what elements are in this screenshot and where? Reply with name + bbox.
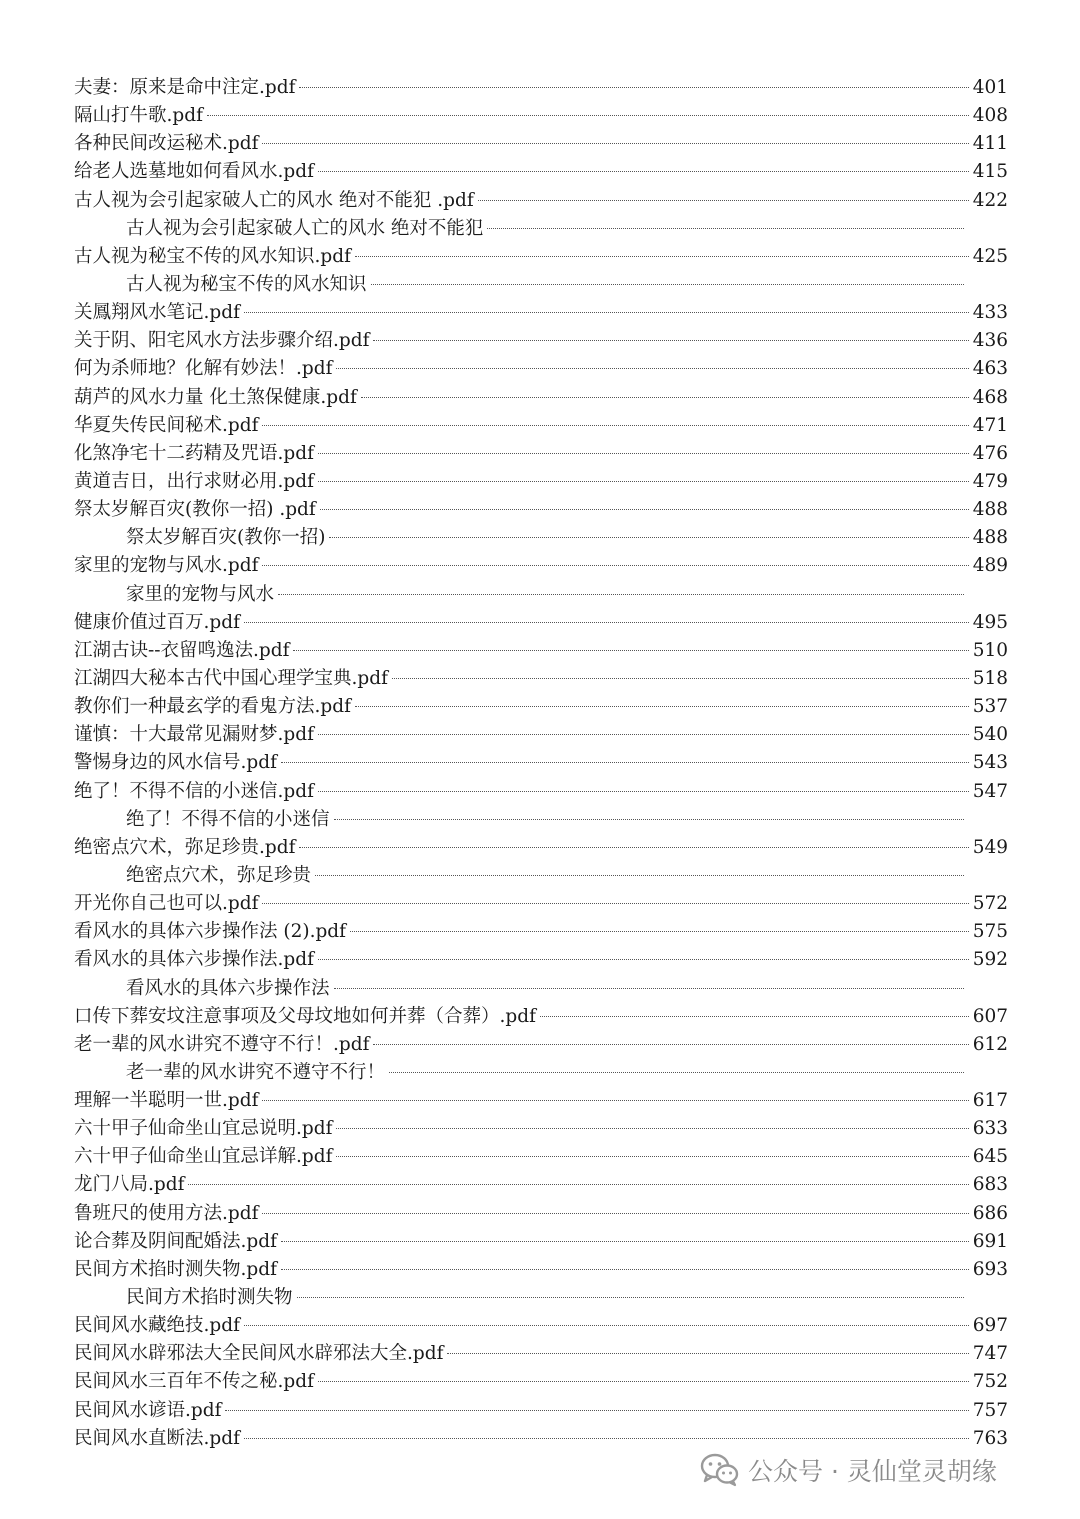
toc-subentry[interactable]	[74, 862, 1008, 890]
toc-page-number: 415	[972, 161, 1008, 183]
dot-leader	[334, 819, 964, 820]
toc-entry-title: 民间风水谚语.pdf	[74, 1399, 222, 1421]
toc-page-number: 757	[972, 1399, 1008, 1421]
dot-leader	[297, 1297, 964, 1298]
dot-leader	[336, 1156, 968, 1157]
dot-leader	[355, 256, 969, 257]
toc-entry[interactable]	[74, 468, 1008, 496]
toc-page-number: 495	[972, 611, 1008, 633]
dot-leader	[244, 312, 969, 313]
dot-leader	[315, 875, 964, 876]
toc-entry[interactable]	[74, 749, 1008, 777]
toc-entry-title: 各种民间改运秘术.pdf	[74, 133, 259, 155]
toc-entry-title: 古人视为会引起家破人亡的风水 绝对不能犯	[126, 217, 484, 239]
toc-entry[interactable]	[74, 74, 1008, 102]
toc-entry[interactable]	[74, 102, 1008, 130]
toc-entry[interactable]	[74, 1256, 1008, 1284]
toc-page-number: 479	[972, 470, 1008, 492]
dot-leader	[262, 425, 968, 426]
toc-entry[interactable]	[74, 1312, 1008, 1340]
toc-entry-title: 健康价值过百万.pdf	[74, 611, 240, 633]
dot-leader	[389, 1072, 964, 1073]
dot-leader	[318, 171, 969, 172]
toc-entry[interactable]	[74, 637, 1008, 665]
toc-page-number: 592	[972, 949, 1008, 971]
toc-entry-title: 华夏失传民间秘术.pdf	[74, 414, 259, 436]
toc-entry[interactable]	[74, 243, 1008, 271]
toc-entry-title: 葫芦的风水力量 化土煞保健康.pdf	[74, 386, 357, 408]
toc-entry[interactable]	[74, 609, 1008, 637]
toc-entry[interactable]	[74, 1200, 1008, 1228]
toc-page-number: 489	[972, 555, 1008, 577]
toc-page-number: 518	[972, 667, 1008, 689]
toc-subentry[interactable]	[74, 524, 1008, 552]
toc-entry[interactable]	[74, 1087, 1008, 1115]
dot-leader	[361, 397, 969, 398]
toc-page-number: 572	[972, 893, 1008, 915]
dot-leader	[487, 228, 964, 229]
toc-entry[interactable]	[74, 1425, 1008, 1453]
toc-entry-title: 理解一半聪明一世.pdf	[74, 1090, 259, 1112]
dot-leader	[371, 284, 964, 285]
toc-page-number: 488	[972, 527, 1008, 549]
toc-page-number: 537	[972, 696, 1008, 718]
toc-entry[interactable]	[74, 890, 1008, 918]
toc-page-number: 693	[972, 1258, 1008, 1280]
toc-page-number: 468	[972, 386, 1008, 408]
toc-entry-title: 隔山打牛歌.pdf	[74, 105, 203, 127]
toc-entry-title: 民间方术掐时测失物	[126, 1287, 293, 1309]
dot-leader	[318, 734, 969, 735]
toc-entry[interactable]	[74, 1115, 1008, 1143]
dot-leader	[334, 988, 964, 989]
toc-page-number: 575	[972, 921, 1008, 943]
toc-entry-title: 老一辈的风水讲究不遵守不行！	[126, 1061, 386, 1083]
toc-entry-title: 家里的宠物与风水	[126, 583, 275, 605]
toc-entry[interactable]	[74, 665, 1008, 693]
toc-entry-title: 关于阴、阳宅风水方法步骤介绍.pdf	[74, 330, 370, 352]
toc-entry[interactable]	[74, 187, 1008, 215]
toc-subentry[interactable]	[74, 215, 1008, 243]
toc-page-number: 425	[972, 245, 1008, 267]
toc-entry-title: 绝了！不得不信的小迷信.pdf	[74, 780, 314, 802]
toc-page-number: 543	[972, 752, 1008, 774]
toc-page-number: 697	[972, 1315, 1008, 1337]
dot-leader	[320, 509, 969, 510]
toc-entry-title: 家里的宠物与风水.pdf	[74, 555, 259, 577]
toc-entry-title: 关鳳翔风水笔记.pdf	[74, 302, 240, 324]
toc-entry-title: 看风水的具体六步操作法.pdf	[74, 949, 314, 971]
toc-entry-title: 化煞净宅十二药精及咒语.pdf	[74, 442, 314, 464]
dot-leader	[373, 340, 968, 341]
dot-leader	[318, 481, 969, 482]
toc-page-number: 471	[972, 414, 1008, 436]
toc-page-number: 540	[972, 724, 1008, 746]
toc-entry[interactable]	[74, 1397, 1008, 1425]
toc-entry-title: 民间风水辟邪法大全民间风水辟邪法大全.pdf	[74, 1343, 444, 1365]
toc-page-number: 645	[972, 1146, 1008, 1168]
toc-entry[interactable]	[74, 496, 1008, 524]
toc-entry[interactable]	[74, 299, 1008, 327]
toc-entry[interactable]	[74, 1143, 1008, 1171]
toc-subentry[interactable]	[74, 806, 1008, 834]
dot-leader	[318, 453, 969, 454]
toc-entry-title: 民间风水藏绝技.pdf	[74, 1315, 240, 1337]
toc-page-number: 617	[972, 1090, 1008, 1112]
toc-entry-title: 何为杀师地？化解有妙法！.pdf	[74, 358, 333, 380]
toc-entry-title: 古人视为秘宝不传的风水知识.pdf	[74, 245, 351, 267]
dot-leader	[225, 1410, 968, 1411]
dot-leader	[336, 368, 968, 369]
dot-leader	[207, 115, 969, 116]
toc-entry-title: 绝密点穴术，弥足珍贵.pdf	[74, 836, 296, 858]
toc-page-number: 408	[972, 105, 1008, 127]
toc-entry[interactable]	[74, 1340, 1008, 1368]
watermark	[700, 1452, 997, 1488]
dot-leader	[336, 1128, 968, 1129]
toc-entry-title: 开光你自己也可以.pdf	[74, 893, 259, 915]
toc-entry-title: 江湖四大秘本古代中国心理学宝典.pdf	[74, 667, 388, 689]
toc-entry-title: 谨慎：十大最常见漏财梦.pdf	[74, 724, 314, 746]
toc-page-number: 683	[972, 1174, 1008, 1196]
toc-entry-title: 鲁班尺的使用方法.pdf	[74, 1202, 259, 1224]
toc-entry[interactable]	[74, 918, 1008, 946]
toc-entry[interactable]	[74, 130, 1008, 158]
toc-entry[interactable]	[74, 693, 1008, 721]
dot-leader	[244, 622, 969, 623]
dot-leader	[244, 1438, 969, 1439]
toc-entry-title: 黄道吉日，出行求财必用.pdf	[74, 470, 314, 492]
toc-entry[interactable]	[74, 412, 1008, 440]
toc-page-number: 433	[972, 302, 1008, 324]
dot-leader	[318, 1381, 969, 1382]
table-of-contents	[74, 74, 1008, 1453]
toc-page-number: 633	[972, 1118, 1008, 1140]
toc-page-number: 411	[972, 133, 1008, 155]
toc-entry-title: 夫妻：原来是命中注定.pdf	[74, 77, 296, 98]
dot-leader	[299, 87, 968, 88]
toc-entry[interactable]	[74, 946, 1008, 974]
toc-entry-title: 民间风水三百年不传之秘.pdf	[74, 1371, 314, 1393]
toc-page-number: 510	[972, 639, 1008, 661]
toc-page-number: 401	[972, 77, 1008, 98]
dot-leader	[392, 678, 969, 679]
toc-entry-title: 看风水的具体六步操作法	[126, 977, 330, 999]
toc-entry-title: 民间风水直断法.pdf	[74, 1427, 240, 1449]
toc-entry-title: 六十甲子仙命坐山宜忌详解.pdf	[74, 1146, 333, 1168]
toc-entry[interactable]	[74, 552, 1008, 580]
dot-leader	[262, 1213, 968, 1214]
dot-leader	[293, 650, 968, 651]
watermark-text: 公众号 · 灵仙堂灵胡缘	[748, 1457, 997, 1486]
dot-leader	[355, 706, 969, 707]
toc-entry[interactable]	[74, 384, 1008, 412]
toc-entry[interactable]	[74, 1228, 1008, 1256]
toc-entry-title: 民间方术掐时测失物.pdf	[74, 1258, 277, 1280]
dot-leader	[299, 847, 968, 848]
dot-leader	[373, 1044, 968, 1045]
toc-entry-title: 古人视为秘宝不传的风水知识	[126, 273, 367, 295]
toc-page-number: 422	[972, 189, 1008, 211]
toc-subentry[interactable]	[74, 271, 1008, 299]
toc-entry[interactable]	[74, 327, 1008, 355]
toc-entry-title: 警惕身边的风水信号.pdf	[74, 752, 277, 774]
toc-entry[interactable]	[74, 440, 1008, 468]
toc-entry[interactable]	[74, 1171, 1008, 1199]
toc-entry-title: 教你们一种最玄学的看鬼方法.pdf	[74, 696, 351, 718]
toc-entry[interactable]	[74, 355, 1008, 383]
toc-entry-title: 古人视为会引起家破人亡的风水 绝对不能犯 .pdf	[74, 189, 474, 211]
dot-leader	[278, 594, 964, 595]
toc-entry-title: 口传下葬安坟注意事项及父母坟地如何并葬（合葬）.pdf	[74, 1005, 536, 1027]
toc-entry-title: 六十甲子仙命坐山宜忌说明.pdf	[74, 1118, 333, 1140]
toc-entry-title: 江湖古诀--衣留鸣逸法.pdf	[74, 639, 290, 661]
dot-leader	[262, 565, 968, 566]
toc-entry-title: 老一辈的风水讲究不遵守不行！.pdf	[74, 1033, 370, 1055]
toc-page-number: 612	[972, 1033, 1008, 1055]
toc-entry[interactable]	[74, 834, 1008, 862]
dot-leader	[540, 1016, 969, 1017]
toc-entry[interactable]	[74, 158, 1008, 186]
dot-leader	[262, 143, 968, 144]
toc-page-number: 547	[972, 780, 1008, 802]
dot-leader	[188, 1184, 968, 1185]
toc-entry-title: 祭太岁解百灾(教你一招)	[126, 527, 326, 549]
toc-entry[interactable]	[74, 778, 1008, 806]
toc-entry-title: 绝了！不得不信的小迷信	[126, 808, 330, 830]
toc-entry-title: 论合葬及阴间配婚法.pdf	[74, 1230, 277, 1252]
dot-leader	[318, 791, 969, 792]
toc-page-number: 763	[972, 1427, 1008, 1449]
toc-entry[interactable]	[74, 1003, 1008, 1031]
toc-entry[interactable]	[74, 1368, 1008, 1396]
dot-leader	[262, 903, 968, 904]
toc-page-number: 752	[972, 1371, 1008, 1393]
dot-leader	[281, 1241, 969, 1242]
toc-page-number: 476	[972, 442, 1008, 464]
toc-entry[interactable]	[74, 1031, 1008, 1059]
toc-entry-title: 看风水的具体六步操作法 (2).pdf	[74, 921, 346, 943]
toc-page-number: 607	[972, 1005, 1008, 1027]
toc-page-number: 691	[972, 1230, 1008, 1252]
dot-leader	[478, 200, 969, 201]
toc-subentry[interactable]	[74, 1284, 1008, 1312]
toc-page-number: 549	[972, 836, 1008, 858]
dot-leader	[262, 1100, 968, 1101]
toc-entry-title: 给老人选墓地如何看风水.pdf	[74, 161, 314, 183]
toc-page-number: 463	[972, 358, 1008, 380]
dot-leader	[318, 959, 969, 960]
dot-leader	[329, 537, 968, 538]
dot-leader	[447, 1353, 968, 1354]
toc-page-number: 686	[972, 1202, 1008, 1224]
toc-subentry[interactable]	[74, 581, 1008, 609]
toc-page-number: 436	[972, 330, 1008, 352]
toc-entry-title: 龙门八局.pdf	[74, 1174, 185, 1196]
toc-subentry[interactable]	[74, 975, 1008, 1003]
toc-page-number: 488	[972, 499, 1008, 521]
dot-leader	[281, 762, 969, 763]
toc-entry-title: 绝密点穴术，弥足珍贵	[126, 864, 312, 886]
dot-leader	[244, 1325, 969, 1326]
toc-entry-title: 祭太岁解百灾(教你一招) .pdf	[74, 499, 316, 521]
toc-entry[interactable]	[74, 721, 1008, 749]
dot-leader	[281, 1269, 969, 1270]
toc-page-number: 747	[972, 1343, 1008, 1365]
wechat-icon	[700, 1453, 740, 1487]
toc-subentry[interactable]	[74, 1059, 1008, 1087]
dot-leader	[350, 931, 969, 932]
